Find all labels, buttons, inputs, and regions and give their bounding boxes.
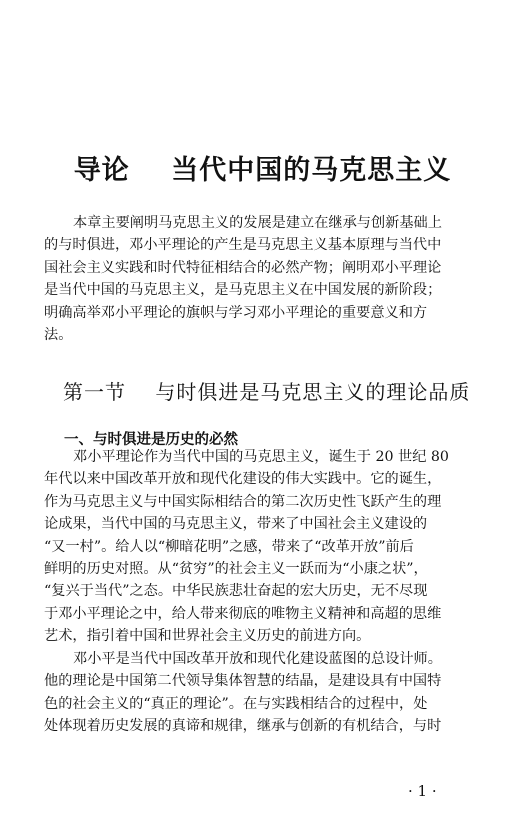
text-line: 论成果，当代中国的马克思主义，带来了中国社会主义建设的 (44, 516, 428, 533)
text-line: 艺术，指引着中国和世界社会主义历史的前进方向。 (44, 628, 371, 645)
page-number: · 1 · (408, 782, 437, 800)
text-line: 鲜明的历史对照。从“贫穷”的社会主义一跃而为“小康之状”， (44, 561, 428, 578)
intro-paragraph (44, 212, 484, 346)
text-line: 明确高举邓小平理论的旗帜与学习邓小平理论的重要意义和方 (44, 304, 428, 321)
sub-heading: 一、与时俱进是历史的必然 (64, 432, 238, 448)
chapter-title: 导论 当代中国的马克思主义 (73, 155, 452, 186)
text-line: 的与时俱进，邓小平理论的产生是马克思主义基本原理与当代中 (44, 237, 442, 254)
text-line: 处体现着历史发展的真谛和规律，继承与创新的有机结合，与时 (44, 718, 442, 735)
section-title: 第一节 与时俱进是马克思主义的理论品质 (63, 380, 471, 404)
body-paragraph-2 (44, 648, 484, 738)
text-line: 色的社会主义的“真正的理论”。在与实践相结合的过程中，处 (44, 695, 428, 712)
text-line: 是当代中国的马克思主义，是马克思主义在中国发展的新阶段； (44, 282, 442, 299)
text-line: 本章主要阐明马克思主义的发展是建立在继承与创新基础上 (73, 215, 442, 231)
text-line: 作为马克思主义与中国实际相结合的第二次历史性飞跃产生的理 (44, 493, 442, 510)
text-line: 邓小平理论作为当代中国的马克思主义，诞生于 20 世纪 80 (73, 449, 449, 465)
text-line: 国社会主义实践和时代特征相结合的必然产物；阐明邓小平理论 (44, 259, 442, 276)
text-line: 于邓小平理论之中，给人带来彻底的唯物主义精神和高超的思维 (44, 605, 442, 622)
body-paragraph-1 (44, 446, 484, 648)
text-line: 他的理论是中国第二代领导集体智慧的结晶，是建设具有中国特 (44, 673, 442, 690)
text-line: “复兴于当代”之态。中华民族悲壮奋起的宏大历史，无不尽现 (44, 583, 428, 600)
text-line: “又一村”。给人以“柳暗花明”之感，带来了“改革开放”前后 (44, 538, 414, 555)
text-line: 邓小平是当代中国改革开放和现代化建设蓝图的总设计师。 (73, 651, 442, 667)
text-line: 年代以来中国改革开放和现代化建设的伟大实践中。它的诞生， (44, 471, 442, 488)
text-line: 法。 (44, 327, 73, 344)
